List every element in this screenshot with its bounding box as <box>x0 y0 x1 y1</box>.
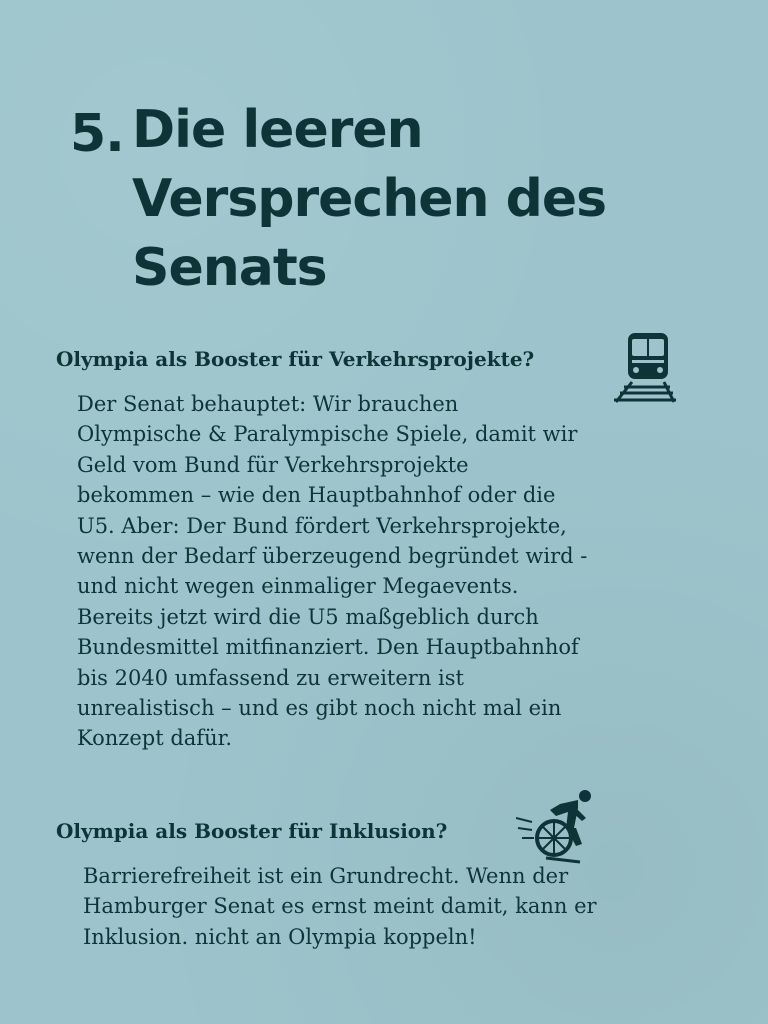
section-body-transport: Der Senat behauptet: Wir brauchen Olympische & Paralympische Spiele, damit wir Geld vom Bund für Verkehrsprojekte bekommen – wie den Hauptbahnhof oder die U5. Aber: Der Bund fördert Verkehrsprojekte, wenn der Bedarf überzeugend begründet wird - und nicht wegen einmaliger Megaevents. Bereits jetzt wird die U5 maßgeblich durch Bundesmittel mitfinanziert. Den Hauptbahnhof bis 2040 umfassend zu erweitern ist unrealistisch – und es gibt noch nicht mal ein Konzept dafür. <box>77 392 588 751</box>
title-text: Die leeren Versprechen des Senats <box>132 100 607 298</box>
wheelchair-icon <box>516 788 596 864</box>
section-heading-inclusion: Olympia als Booster für Inklusion? <box>56 819 448 843</box>
title-number: 5. <box>70 104 124 164</box>
section-heading-transport: Olympia als Booster für Verkehrsprojekte? <box>56 347 535 371</box>
section-body-inclusion: Barrierefreiheit ist ein Grundrecht. Wenn der Hamburger Senat es ernst meint damit, kann er Inklusion. nicht an Olympia koppeln! <box>83 864 597 949</box>
